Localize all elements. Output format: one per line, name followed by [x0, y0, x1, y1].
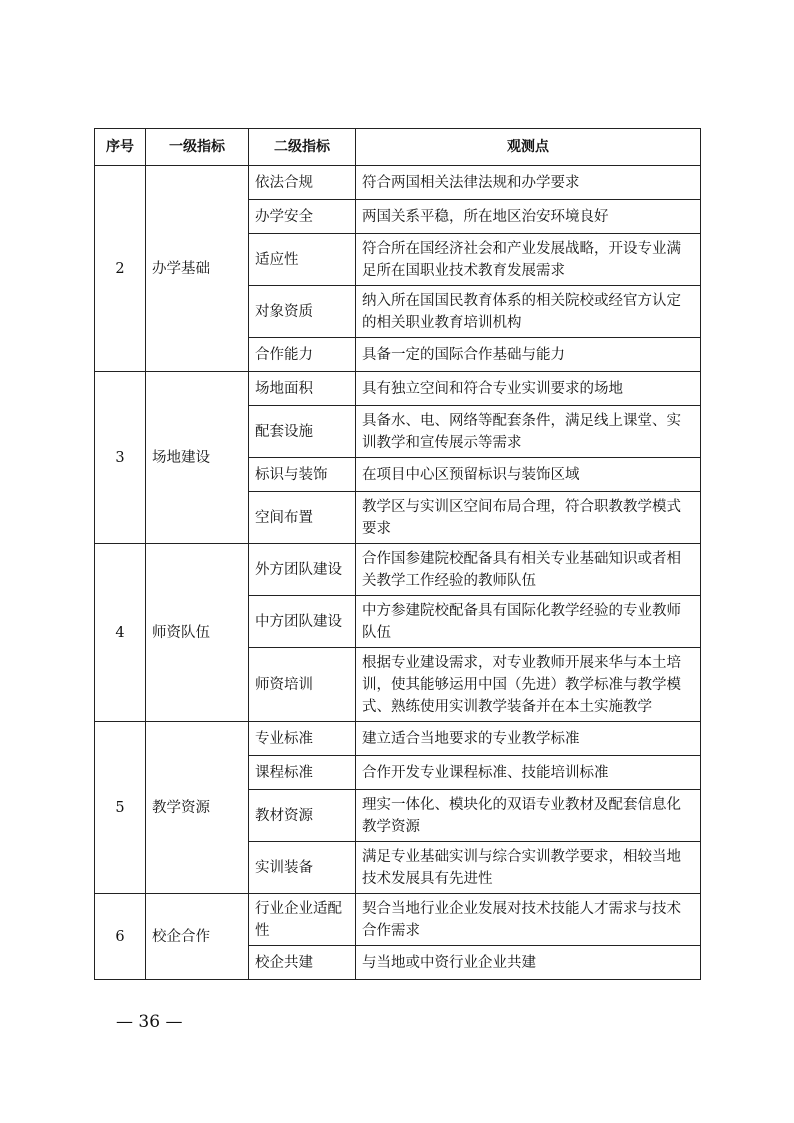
observation-cell: 符合两国相关法律法规和办学要求: [356, 166, 701, 200]
serial-cell: 6: [95, 894, 146, 980]
level2-cell: 办学安全: [249, 200, 356, 234]
table-row: [95, 544, 701, 596]
observation-cell: 与当地或中资行业企业共建: [356, 946, 701, 980]
table-row: [95, 894, 701, 946]
serial-cell: 4: [95, 544, 146, 722]
observation-cell: 契合当地行业企业发展对技术技能人才需求与技术合作需求: [356, 894, 701, 946]
level1-cell: 场地建设: [146, 372, 249, 544]
level2-cell: 适应性: [249, 234, 356, 286]
level2-cell: 依法合规: [249, 166, 356, 200]
serial-cell: 2: [95, 166, 146, 372]
observation-cell: 教学区与实训区空间布局合理，符合职教教学模式要求: [356, 492, 701, 544]
level2-cell: 师资培训: [249, 648, 356, 722]
header-observation: 观测点: [356, 129, 701, 166]
table-row: [95, 372, 701, 406]
level2-cell: 教材资源: [249, 790, 356, 842]
observation-cell: 具备一定的国际合作基础与能力: [356, 338, 701, 372]
observation-cell: 满足专业基础实训与综合实训教学要求，相较当地技术发展具有先进性: [356, 842, 701, 894]
level2-cell: 中方团队建设: [249, 596, 356, 648]
observation-cell: 两国关系平稳，所在地区治安环境良好: [356, 200, 701, 234]
level2-cell: 合作能力: [249, 338, 356, 372]
observation-cell: 根据专业建设需求，对专业教师开展来华与本土培训，使其能够运用中国（先进）教学标准与教学模式、熟练使用实训教学装备并在本土实施教学: [356, 648, 701, 722]
observation-cell: 具有独立空间和符合专业实训要求的场地: [356, 372, 701, 406]
level2-cell: 课程标准: [249, 756, 356, 790]
observation-cell: 合作开发专业课程标准、技能培训标准: [356, 756, 701, 790]
serial-cell: 5: [95, 722, 146, 894]
level1-cell: 办学基础: [146, 166, 249, 372]
observation-cell: 中方参建院校配备具有国际化教学经验的专业教师队伍: [356, 596, 701, 648]
page-number: — 36 —: [116, 1012, 183, 1032]
observation-cell: 理实一体化、模块化的双语专业教材及配套信息化教学资源: [356, 790, 701, 842]
evaluation-table: [94, 128, 701, 980]
table-row: [95, 166, 701, 200]
level2-cell: 校企共建: [249, 946, 356, 980]
level2-cell: 空间布置: [249, 492, 356, 544]
level1-cell: 师资队伍: [146, 544, 249, 722]
level2-cell: 实训装备: [249, 842, 356, 894]
observation-cell: 建立适合当地要求的专业教学标准: [356, 722, 701, 756]
observation-cell: 符合所在国经济社会和产业发展战略，开设专业满足所在国职业技术教育发展需求: [356, 234, 701, 286]
level2-cell: 场地面积: [249, 372, 356, 406]
level2-cell: 行业企业适配性: [249, 894, 356, 946]
observation-cell: 纳入所在国国民教育体系的相关院校或经官方认定的相关职业教育培训机构: [356, 286, 701, 338]
level2-cell: 专业标准: [249, 722, 356, 756]
level2-cell: 外方团队建设: [249, 544, 356, 596]
level2-cell: 对象资质: [249, 286, 356, 338]
header-level1: 一级指标: [146, 129, 249, 166]
table-header-row: [95, 129, 701, 166]
level1-cell: 校企合作: [146, 894, 249, 980]
observation-cell: 在项目中心区预留标识与装饰区域: [356, 458, 701, 492]
header-serial: 序号: [95, 129, 146, 166]
level2-cell: 标识与装饰: [249, 458, 356, 492]
observation-cell: 具备水、电、网络等配套条件，满足线上课堂、实训教学和宣传展示等需求: [356, 406, 701, 458]
serial-cell: 3: [95, 372, 146, 544]
table-row: [95, 722, 701, 756]
header-level2: 二级指标: [249, 129, 356, 166]
level1-cell: 教学资源: [146, 722, 249, 894]
level2-cell: 配套设施: [249, 406, 356, 458]
observation-cell: 合作国参建院校配备具有相关专业基础知识或者相关教学工作经验的教师队伍: [356, 544, 701, 596]
